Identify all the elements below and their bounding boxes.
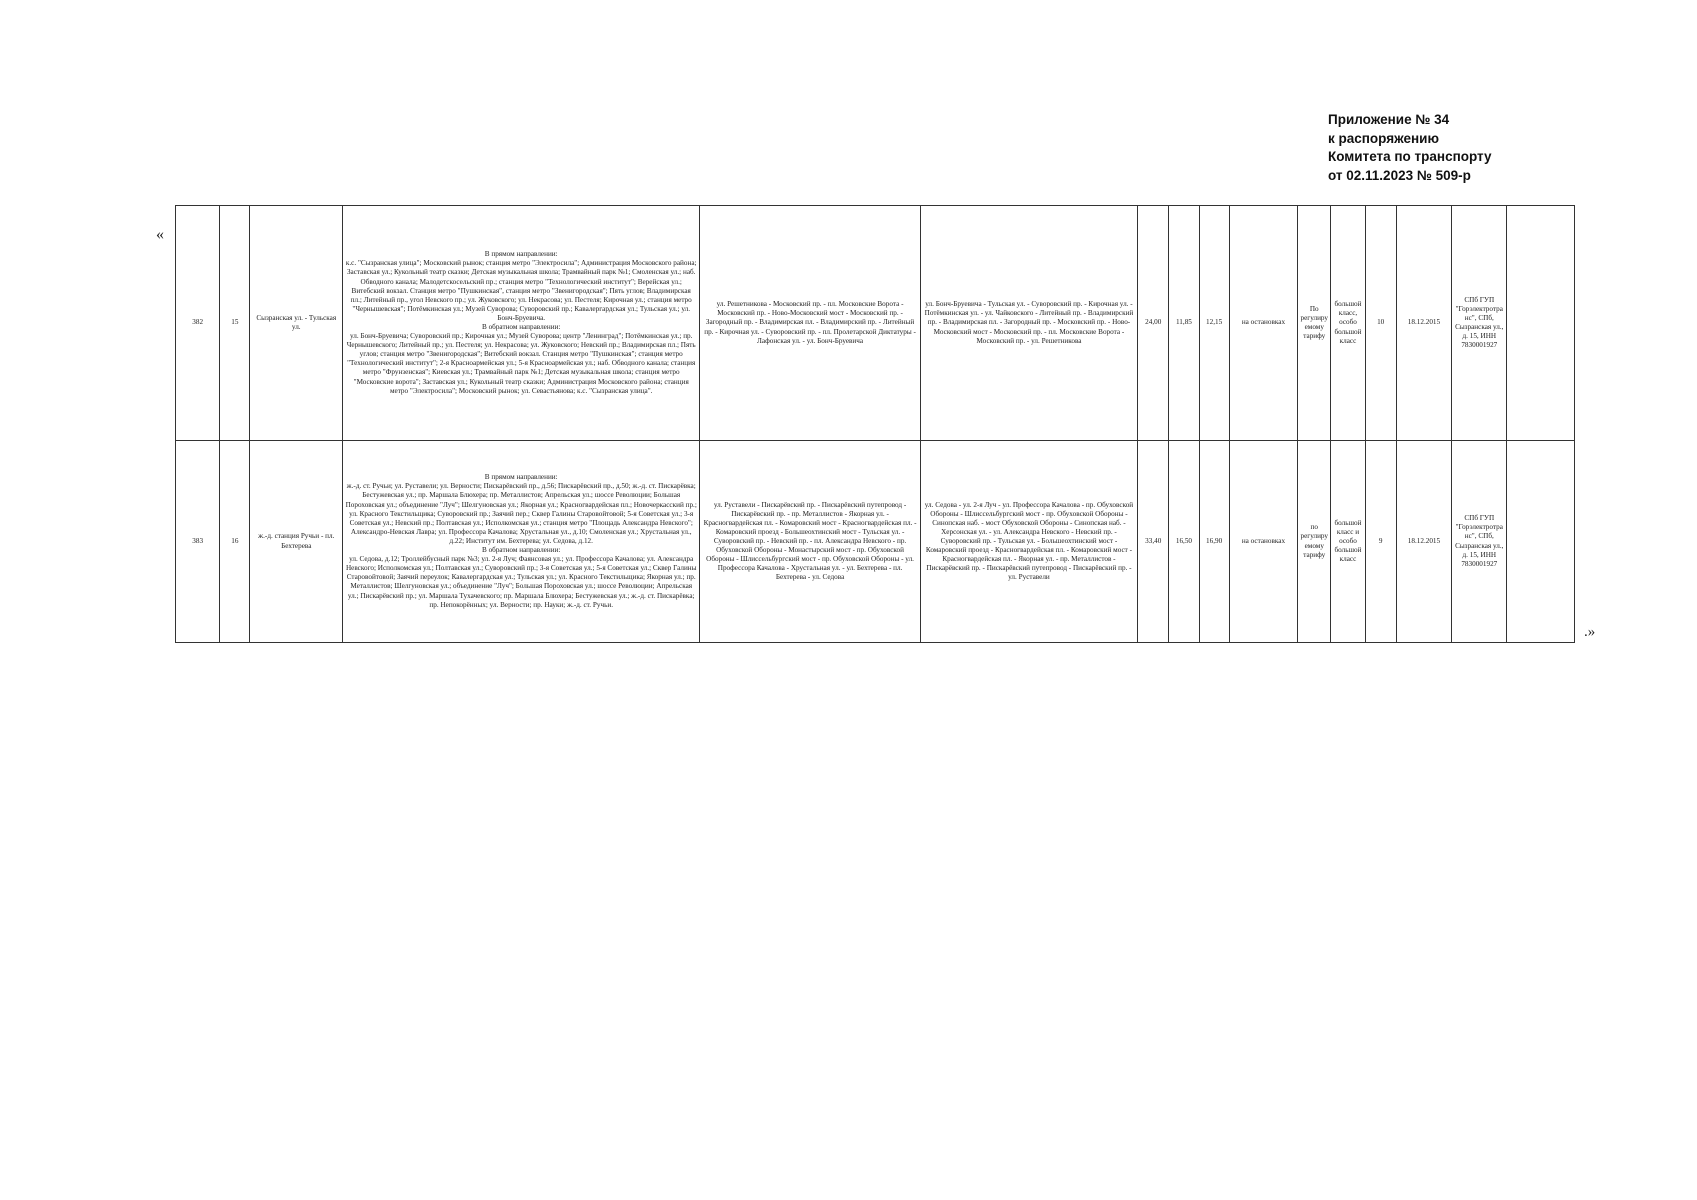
- streets-back: ул. Бонч-Бруевича - Тульская ул. - Суворовский пр. - Кирочная ул. - Потёмкинская ул. - ул. Чайковского - Литейный пр. - Владимирский пр. - Владимирская пл. - Загородный пр. - Московский пр. - Ново-Московский мост - Московский пр. - пл. Московские Ворота - Московский пр. - ул. Решетникова: [920, 206, 1137, 441]
- appendix-number: Приложение № 34: [1328, 112, 1450, 127]
- stops-forward-label: В прямом направлении:: [484, 473, 558, 482]
- vehicle-count: 10: [1365, 206, 1396, 441]
- route-number: 16: [220, 441, 250, 643]
- stops-cell: [343, 441, 700, 643]
- stops-forward: ж.-д. ст. Ручьи; ул. Руставели; ул. Верности; Пискарёвский пр., д.56; Пискарёвский пр., д.50; ж.-д. ст. Пискарёвка; Бестужевская ул.; пр. Маршала Блюхера; пр. Металлистов; Апрельская ул.; шоссе Революции; Большая Пороховская ул.; объединение "Луч"; Шелгуновская ул.; Якорная ул.; Красногвардейская пл.; Новочеркасский пр.; ул. Красного Текстильщика; Суворовский пр.; Заячий пер.; Сквер Галины Старовойтовой; 5-я Советская ул.; 3-я Советская ул.; Невский пр.; Полтавская ул.; Исполкомская ул.; станция метро "Площадь Александра Невского"; Александро-Невская Лавра; ул. Профессора Качалова; Хрустальная ул., д.10; Смоленская ул.; Хрустальная ул., д.22; Институт им. Бехтерева; ул. Седова, д.12.: [345, 482, 697, 545]
- stops-back-label: В обратном направлении:: [482, 546, 561, 555]
- tariff: по регулируемому тарифу: [1298, 441, 1331, 643]
- length-back: 12,15: [1199, 206, 1229, 441]
- stops-back: ул. Седова, д.12; Троллейбусный парк №3; ул. 2-я Луч; Фаянсовая ул.; ул. Профессора Качалова; ул. Александра Невского; Исполкомская ул.; Полтавская ул.; Суворовский пр.; 3-я Советская ул.; 5-я Советская ул.; Сквер Галины Старовойтовой; Заячий переулок; Кавалергардская ул.; Тульская ул.; ул. Красного Текстильщика; Якорная ул.; пр. Металлистов; Шелгуновская ул.; объединение "Луч"; Большая Пороховская ул.; шоссе Революции; Апрельская ул.; Пискарёвский пр.; ул. Маршала Тухачевского; пр. Маршала Блюхера; Бестужевская ул.; ж.-д. ст. Пискарёвка; пр. Непокорённых; ул. Верности; пр. Науки; ж.-д. ст. Ручьи.: [345, 555, 697, 609]
- vehicle-class: большой класс, особо большой класс: [1331, 206, 1365, 441]
- stops-cell: [343, 206, 700, 441]
- stop-order: на остановках: [1229, 441, 1297, 643]
- extra-cell: [1507, 206, 1575, 441]
- stops-back-label: В обратном направлении:: [482, 323, 561, 331]
- appendix-header: [1328, 111, 1492, 185]
- length-back: 16,90: [1199, 441, 1229, 643]
- streets-forward: ул. Решетникова - Московский пр. - пл. Московские Ворота - Московский пр. - Ново-Московский мост - Московский пр. - Загородный пр. - Владимирская пл. - Владимирский пр. - Литейный пр. - Кирочная ул. - Суворовский пр. - пл. Пролетарской Диктатуры - Лафонская ул. - ул. Бонч-Бруевича: [700, 206, 920, 441]
- carrier: СПб ГУП "Горэлектротранс", СПб, Сызранская ул., д. 15, ИНН 7830001927: [1452, 206, 1507, 441]
- route-name: Сызранская ул. - Тульская ул.: [250, 206, 343, 441]
- appendix-order-ref: к распоряжению: [1328, 130, 1439, 146]
- length-forward: 16,50: [1169, 441, 1199, 643]
- route-name: ж.-д. станция Ручьи - пл. Бехтерева: [250, 441, 343, 643]
- vehicle-class: большой класс и особо большой класс: [1331, 441, 1365, 643]
- route-number: 15: [220, 206, 250, 441]
- carrier: СПб ГУП "Горэлектротранс", СПб, Сызранская ул., д. 15, ИНН 7830001927: [1452, 441, 1507, 643]
- tariff: По регулируемому тарифу: [1298, 206, 1331, 441]
- routes-table: [175, 205, 1575, 643]
- appendix-committee: Комитета по транспорту: [1328, 149, 1492, 164]
- stops-back: ул. Бонч-Бруевича; Суворовский пр.; Кирочная ул.; Музей Суворова; центр "Ленинград"; Потёмкинская ул.; пр. Чернышевского; Литейный пр.; ул. Пестеля; ул. Некрасова; ул. Жуковского; Невский пр.; Владимирская пл.; Пять углов; станция метро "Звенигородская"; Витебский вокзал. Станция метро "Пушкинская"; станция метро "Технологический институт"; 2-я Красноармейская ул.; 5-я Красноармейская ул.; наб. Обводного канала; станция метро "Фрунзенская"; Киевская ул.; Трамвайный парк №1; Детская музыкальная школа; станция метро "Московские ворота"; Заставская ул.; Кукольный театр сказки; Администрация Московского района; станция метро "Электросила"; Московский рынок; ул. Севастьянова; к.с. "Сызранская улица".: [346, 332, 696, 395]
- stops-forward: к.с. "Сызранская улица"; Московский рынок; станция метро "Электросила"; Администрация Московского района; Заставская ул.; Кукольный театр сказки; Детская музыкальная школа; Трамвайный парк №1; Смоленская ул.; наб. Обводного канала; Малодетскосельский пр.; станция метро "Технологический институт"; Верейская ул.; Витебский вокзал. Станция метро "Пушкинская", станция метро "Звенигородская"; Пять углов; Владимирская пл.; Литейный пр., угол Невского пр.; ул. Жуковского; ул. Некрасова; ул. Пестеля; Кирочная ул.; станция метро "Чернышевская"; Потёмкинская ул.; Музей Суворова; Суворовский пр.; Кавалергардская ул.; Тульская ул.; ул. Бонч-Бруевича.: [345, 259, 697, 322]
- streets-forward: ул. Руставели - Пискарёвский пр. - Пискарёвский путепровод - Пискарёвский пр. - пр. Металлистов - Якорная ул. - Красногвардейская пл. - Комаровский мост - Красногвардейская пл. - Комаровский проезд - Большеохтинский мост - Тульская ул. - Суворовский пр. - Невский пр. - пл. Александра Невского - пр. Обуховской Обороны - Монастырский мост - пр. Обуховской Обороны - Шлиссельбургский мост - пр. Обуховской Обороны - ул. Профессора Качалова - Хрустальная ул. - ул. Бехтерева - пл. Бехтерева - ул. Седова: [700, 441, 920, 643]
- length-total: 24,00: [1138, 206, 1169, 441]
- vehicle-count: 9: [1365, 441, 1396, 643]
- stop-order: на остановках: [1229, 206, 1297, 441]
- registry-number: 383: [176, 441, 220, 643]
- appendix-date: от 02.11.2023 № 509-р: [1328, 167, 1471, 183]
- table-row: [176, 441, 1575, 643]
- length-forward: 11,85: [1169, 206, 1199, 441]
- stops-forward-label: В прямом направлении:: [484, 250, 558, 259]
- registry-number: 382: [176, 206, 220, 441]
- table-row: [176, 206, 1575, 441]
- extra-cell: [1507, 441, 1575, 643]
- streets-back: ул. Седова - ул. 2-я Луч - ул. Профессора Качалова - пр. Обуховской Обороны - Шлиссельбургский мост - пр. Обуховской Обороны - Синопская наб. - мост Обуховской Обороны - Синопская наб. - Херсонская ул. - ул. Александра Невского - Невский пр. - Суворовский пр. - Тульская ул. - Большеохтинский мост - Комаровский проезд - Красногвардейская пл. - Комаровский мост - Красногвардейская пл. - Якорная ул. - пр. Металлистов - Пискарёвский пр. - Пискарёвский путепровод - Пискарёвский пр. - ул. Руставели: [920, 441, 1137, 643]
- opening-quote: «: [156, 226, 164, 243]
- length-total: 33,40: [1138, 441, 1169, 643]
- closing-quote: .»: [1584, 624, 1596, 640]
- start-date: 18.12.2015: [1396, 206, 1451, 441]
- start-date: 18.12.2015: [1396, 441, 1451, 643]
